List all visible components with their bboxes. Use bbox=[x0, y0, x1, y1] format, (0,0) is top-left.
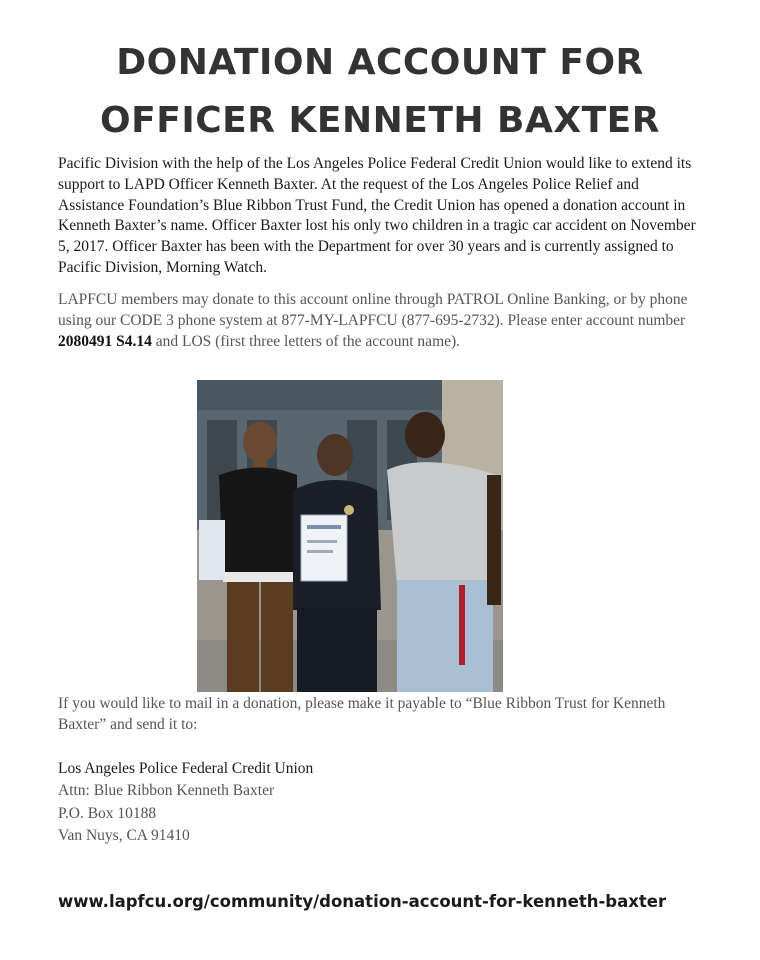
address-city: Van Nuys, CA 91410 bbox=[58, 827, 190, 845]
donate-paragraph bbox=[58, 290, 708, 352]
donate-text-before: LAPFCU members may donate to this account online through PATROL Online Banking, or by phone using our CODE 3 phone system at 877-MY-LAPFCU (877-695-2732). Please enter account number bbox=[58, 291, 688, 329]
website-link[interactable]: www.lapfcu.org/community/donation-account-for-kenneth-baxter bbox=[58, 892, 667, 911]
officer-photo bbox=[197, 380, 503, 692]
account-number: 2080491 S4.14 bbox=[58, 332, 152, 350]
page-title bbox=[0, 34, 760, 150]
photo-three-men-icon bbox=[197, 380, 503, 692]
mail-paragraph: If you would like to mail in a donation, please make it payable to “Blue Ribbon Trust for Kenneth Baxter” and send it to: bbox=[58, 695, 666, 733]
address-po-box: P.O. Box 10188 bbox=[58, 804, 157, 822]
title-line-2: OFFICER KENNETH BAXTER bbox=[100, 100, 660, 141]
address-org: Los Angeles Police Federal Credit Union bbox=[58, 760, 314, 777]
donate-text-after: and LOS (first three letters of the account name). bbox=[151, 332, 461, 350]
intro-paragraph: Pacific Division with the help of the Los Angeles Police Federal Credit Union would like to extend its support to LAPD Officer Kenneth Baxter. At the request of the Los Angeles Police Relief and Assistance Foundation’s Blue Ribbon Trust Fund, the Credit Union has opened a donation account in Kenneth Baxter’s name. Officer Baxter lost his only two children in a tragic car accident on November 5, 2017. Officer Baxter has been with the Department for over 30 years and is currently assigned to Pacific Division, Morning Watch. bbox=[58, 155, 696, 276]
title-line-1: DONATION ACCOUNT FOR bbox=[116, 42, 644, 83]
mailing-address bbox=[58, 758, 558, 848]
address-attn: Attn: Blue Ribbon Kenneth Baxter bbox=[58, 782, 275, 800]
